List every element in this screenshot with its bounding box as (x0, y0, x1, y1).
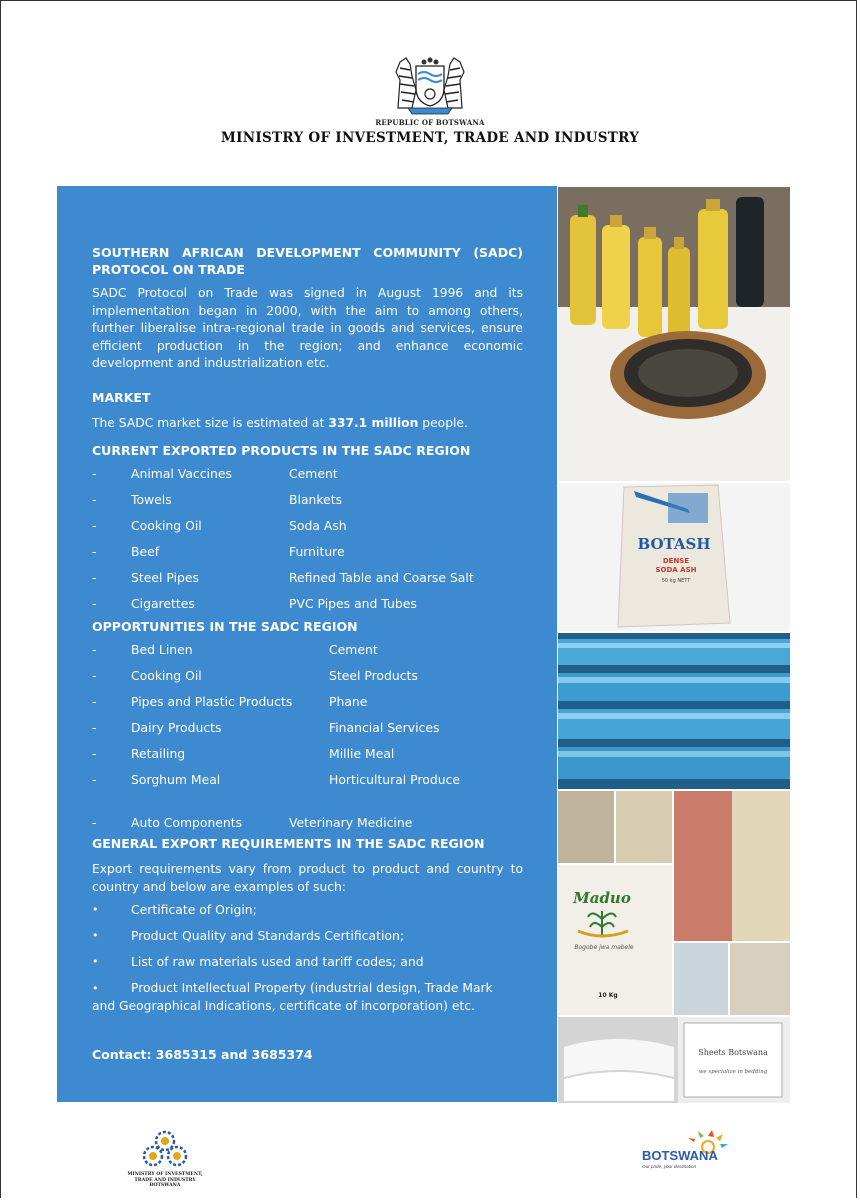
footer-ministry-line1: MINISTRY OF INVESTMENT, (127, 1172, 203, 1177)
footer-ministry-line2: TRADE AND INDUSTRY (134, 1177, 196, 1183)
list-dash: - (92, 814, 97, 830)
exports-title: CURRENT EXPORTED PRODUCTS IN THE SADC REGION (92, 443, 471, 458)
list-dash: - (92, 771, 97, 787)
export-row (92, 590, 523, 616)
requirement-row (92, 980, 523, 998)
requirements-list (92, 896, 523, 1015)
export-row (92, 460, 523, 486)
sheets-title: Sheets Botswana (698, 1048, 768, 1057)
requirement-row (92, 948, 523, 974)
opportunity-item: Auto Components (131, 814, 243, 830)
market-text-after: people. (418, 415, 468, 430)
footer-ministry-line3: BOTSWANA (149, 1183, 181, 1188)
coat-of-arms-icon (390, 50, 470, 116)
botash-weight: 50 kg NETT (661, 578, 691, 584)
requirement-item-line1: Product Intellectual Property (industrial design, Trade Mark (131, 981, 493, 995)
opportunity-item: Retailing (131, 745, 186, 761)
export-row (92, 564, 523, 590)
botswana-brand-logo (638, 1130, 748, 1178)
bed-linen-photo (558, 1017, 790, 1103)
opportunity-item: Millie Meal (329, 745, 395, 761)
ministry-title: MINISTRY OF INVESTMENT, TRADE AND INDUSTRY (220, 130, 640, 146)
opportunity-item: Veterinary Medicine (289, 814, 413, 830)
export-item: Cigarettes (131, 595, 195, 611)
sheets-tagline: we specialize in bedding (698, 1069, 768, 1075)
export-item: Soda Ash (289, 517, 347, 533)
opportunity-item: Horticultural Produce (329, 771, 460, 787)
requirement-row (92, 922, 523, 948)
opportunity-item: Phane (329, 693, 368, 709)
opportunity-item: Sorghum Meal (131, 771, 221, 787)
export-item: Animal Vaccines (131, 465, 232, 481)
opportunity-item: Cooking Oil (131, 667, 202, 683)
botash-brand: BOTASH (637, 535, 711, 553)
sadc-title (92, 244, 523, 278)
list-dash: - (92, 465, 97, 481)
list-dash: - (92, 569, 97, 585)
photo-column (558, 187, 790, 1103)
opportunity-row (92, 688, 523, 714)
opportunity-row (92, 636, 523, 662)
opportunity-item: Bed Linen (131, 641, 193, 657)
opportunity-item: Financial Services (329, 719, 440, 735)
botash-sub2: SODA ASH (655, 566, 697, 574)
requirement-item: List of raw materials used and tariff codes; and (131, 953, 424, 969)
bullet-icon: • (92, 982, 99, 995)
list-dash: - (92, 667, 97, 683)
pvc-pipes-photo (558, 633, 790, 789)
export-row (92, 486, 523, 512)
botash-sub1: DENSE (662, 557, 690, 565)
opportunity-row (92, 714, 523, 740)
sadc-title-line1: SOUTHERN AFRICAN DEVELOPMENT COMMUNITY (SADC) (92, 245, 523, 260)
opportunity-row (92, 809, 523, 835)
requirement-item-line2: and Geographical Indications, certificate of incorporation) etc. (92, 998, 475, 1013)
export-item: PVC Pipes and Tubes (289, 595, 417, 611)
cooking-oil-photo (558, 187, 790, 481)
maduo-sub: Bogobe jwa mabele (574, 944, 634, 951)
republic-label: REPUBLIC OF BOTSWANA (375, 118, 485, 127)
requirement-item-last (92, 980, 523, 1015)
list-dash: - (92, 719, 97, 735)
opportunity-item: Pipes and Plastic Products (131, 693, 293, 709)
soda-ash-bag-photo (558, 483, 790, 631)
export-item: Refined Table and Coarse Salt (289, 569, 474, 585)
maduo-weight: 10 Kg (598, 992, 618, 999)
footer-tagline: Our pride, your destination (642, 1164, 697, 1169)
requirement-item: Certificate of Origin; (131, 901, 257, 917)
opportunity-row (92, 662, 523, 688)
export-item: Cement (289, 465, 338, 481)
requirement-item: Product Quality and Standards Certification; (131, 927, 404, 943)
bullet-icon: • (92, 928, 99, 942)
market-value: 337.1 million (328, 415, 419, 430)
export-item: Beef (131, 543, 160, 559)
list-dash: - (92, 745, 97, 761)
list-dash: - (92, 595, 97, 611)
bullet-icon: • (92, 902, 99, 916)
list-dash: - (92, 543, 97, 559)
list-dash: - (92, 491, 97, 507)
opportunity-row (92, 766, 523, 792)
header (0, 50, 860, 146)
list-dash: - (92, 693, 97, 709)
gears-icon (135, 1130, 195, 1168)
requirements-title: GENERAL EXPORT REQUIREMENTS IN THE SADC REGION (92, 836, 485, 851)
list-dash: - (92, 641, 97, 657)
exports-list (92, 460, 523, 616)
export-item: Blankets (289, 491, 343, 507)
contact-info: Contact: 3685315 and 3685374 (92, 1047, 313, 1062)
market-text (92, 415, 523, 433)
opportunity-item: Cement (329, 641, 378, 657)
export-row (92, 512, 523, 538)
export-item: Towels (131, 491, 172, 507)
requirements-intro: Export requirements vary from product to product and country to country and below are examples of such: (92, 862, 523, 894)
market-text-before: The SADC market size is estimated at (92, 415, 329, 430)
sadc-title-line2: PROTOCOL ON TRADE (92, 262, 245, 277)
ministry-footer-logo (115, 1130, 215, 1189)
botswana-sun-icon (638, 1130, 748, 1174)
opportunities-list (92, 636, 523, 835)
export-item: Steel Pipes (131, 569, 199, 585)
opportunity-item: Steel Products (329, 667, 418, 683)
content-panel (57, 186, 557, 1102)
export-item: Furniture (289, 543, 345, 559)
opportunity-row (92, 740, 523, 766)
list-dash: - (92, 517, 97, 533)
footer-brand: BOTSWANA (642, 1148, 718, 1163)
maduo-brand: Maduo (573, 889, 631, 907)
requirement-row (92, 896, 523, 922)
opportunities-title: OPPORTUNITIES IN THE SADC REGION (92, 619, 358, 634)
sadc-intro-text: SADC Protocol on Trade was signed in August 1996 and its implementation began in 2000, with the aim to among others, further liberalise intra-regional trade in goods and services, ensure efficient production in the region; and enhance economic development and industrialization etc. (92, 286, 523, 370)
opportunity-item: Dairy Products (131, 719, 222, 735)
market-title: MARKET (92, 389, 151, 405)
export-row (92, 538, 523, 564)
export-item: Cooking Oil (131, 517, 202, 533)
grains-collage-photo (558, 791, 790, 1015)
bullet-icon: • (92, 954, 99, 968)
